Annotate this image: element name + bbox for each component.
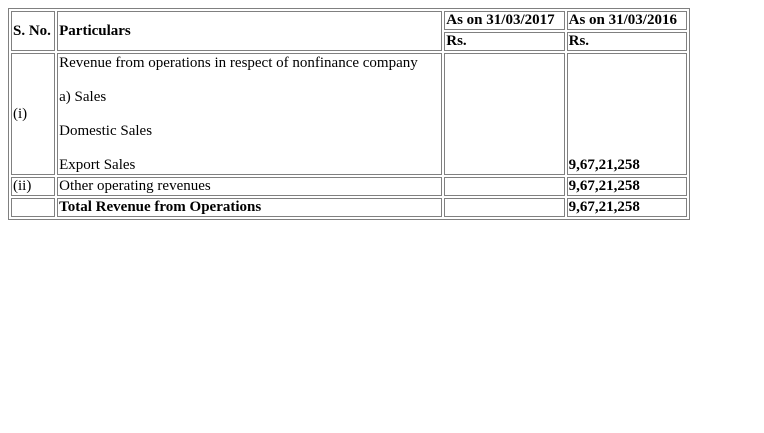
table-row — [11, 177, 687, 196]
row-particulars: Other operating revenues — [57, 177, 442, 196]
row-value-2016: 9,67,21,258 — [567, 53, 687, 175]
row-sno: (ii) — [11, 177, 55, 196]
row-sno — [11, 198, 55, 217]
table-row — [11, 53, 687, 175]
row-value-2017 — [444, 53, 564, 175]
header-2017: As on 31/03/2017 — [444, 11, 564, 30]
currency-2016: Rs. — [567, 32, 687, 51]
header-particulars: Particulars — [57, 11, 442, 51]
header-sno: S. No. — [11, 11, 55, 51]
row-particulars: Total Revenue from Operations — [57, 198, 442, 217]
row-sno: (i) — [11, 53, 55, 175]
particulars-line: a) Sales — [59, 89, 107, 105]
particulars-line: Export Sales — [59, 157, 136, 173]
revenue-table — [8, 8, 690, 220]
particulars-line: Domestic Sales — [59, 123, 153, 139]
row-value-2017 — [444, 177, 564, 196]
currency-2017: Rs. — [444, 32, 564, 51]
row-value-2017 — [444, 198, 564, 217]
row-particulars — [57, 53, 442, 175]
row-value-2016: 9,67,21,258 — [567, 177, 687, 196]
header-2016: As on 31/03/2016 — [567, 11, 687, 30]
particulars-line: Revenue from operations in respect of nonfinance company — [59, 55, 418, 71]
table-total-row — [11, 198, 687, 217]
row-value-2016: 9,67,21,258 — [567, 198, 687, 217]
table-header-row — [11, 11, 687, 30]
